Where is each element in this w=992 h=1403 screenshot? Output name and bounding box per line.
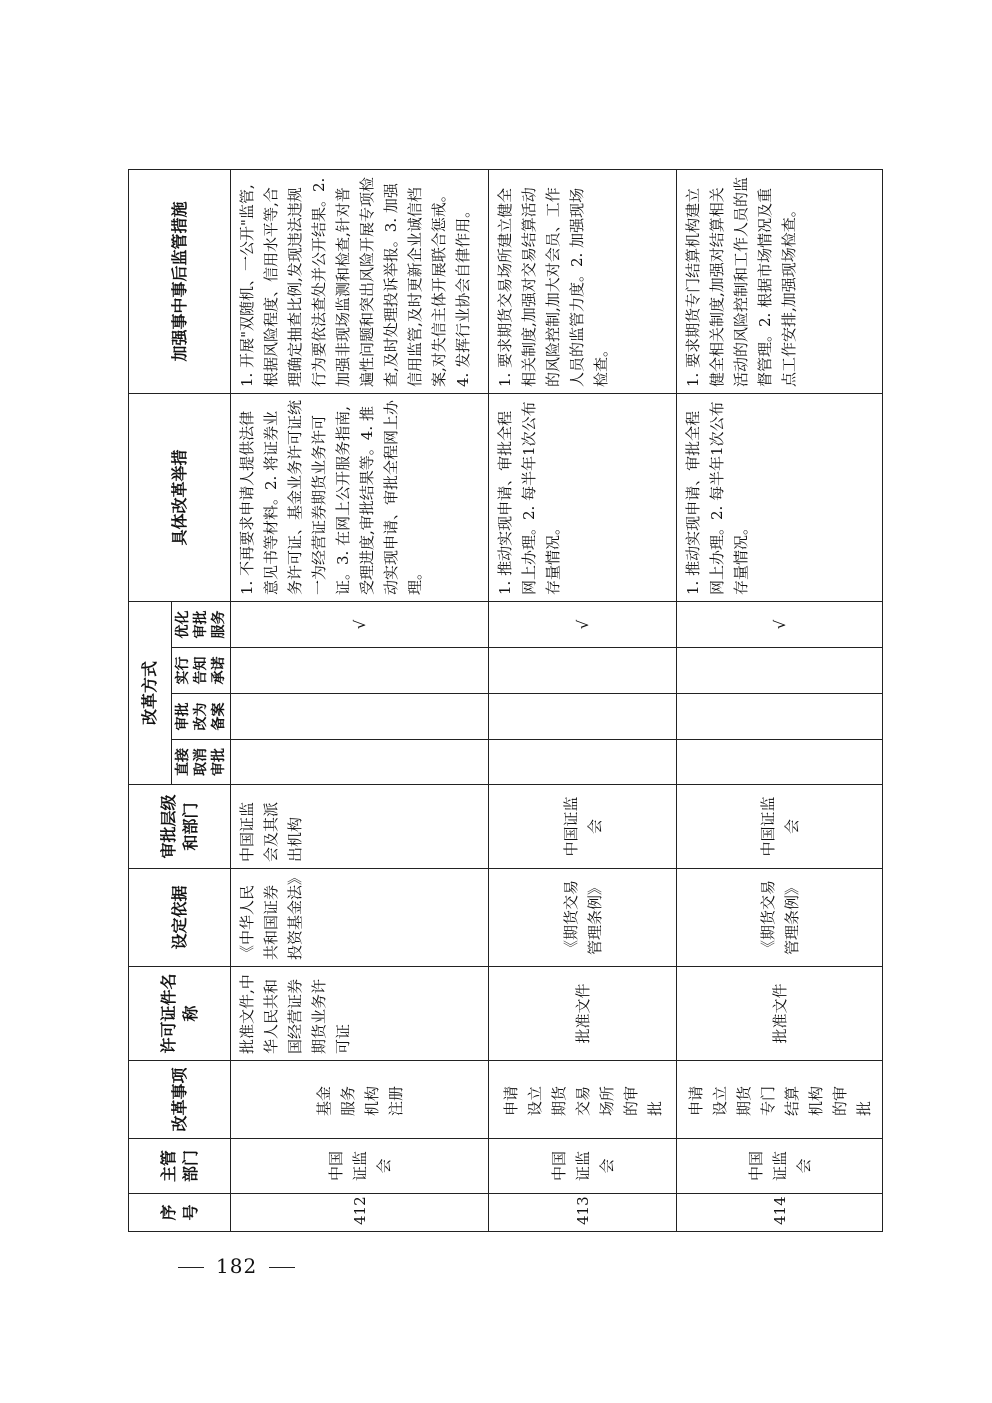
cell-method-optimize: √ (677, 601, 883, 647)
table-row (489, 169, 677, 1231)
cell-item: 申请设立期货交易场所的审批 (489, 1061, 677, 1139)
cell-item: 申请设立期货专门结算机构的审批 (677, 1061, 883, 1139)
rotated-table-wrapper (128, 170, 873, 1232)
header-license: 许可证件名称 (129, 967, 231, 1061)
header-supervision: 加强事中事后监管措施 (129, 169, 231, 393)
cell-level: 中国证监会 (677, 785, 883, 869)
cell-license: 批准文件 (677, 967, 883, 1061)
cell-method-filing (489, 694, 677, 740)
header-method-notify: 实行告知承诺 (172, 648, 231, 694)
cell-license: 批准文件,中华人民共和国经营证券期货业务许可证 (231, 967, 489, 1061)
cell-method-filing (231, 694, 489, 740)
cell-level: 中国证监会 (489, 785, 677, 869)
cell-supervision: 1. 要求期货专门结算机构建立健全相关制度,加强对结算相关活动的风险控制和工作人员的监督管理。2. 根据市场情况及重点工作安排,加强现场检查。 (677, 169, 883, 393)
cell-measures: 1. 不再要求申请人提供法律意见书等材料。2. 将证券业务许可证、基金业务许可证统一为经营证券期货业务许可证。3. 在网上公开服务指南,受理进度,审批结果等。4. 推动实现申请、审批全程网上办理。 (231, 393, 489, 601)
cell-seq: 412 (231, 1194, 489, 1232)
cell-measures: 1. 推动实现申请、审批全程网上办理。2. 每半年1次公布存量情况。 (489, 393, 677, 601)
table-row (677, 169, 883, 1231)
cell-method-optimize: √ (231, 601, 489, 647)
table-row (231, 169, 489, 1231)
cell-measures: 1. 推动实现申请、审批全程网上办理。2. 每半年1次公布存量情况。 (677, 393, 883, 601)
header-method-cancel: 直接取消审批 (172, 740, 231, 785)
header-item: 改革事项 (129, 1061, 231, 1139)
cell-method-cancel (677, 740, 883, 785)
page-dash-left (178, 1267, 204, 1268)
header-basis: 设定依据 (129, 869, 231, 967)
cell-dept: 中国证监会 (677, 1139, 883, 1194)
cell-method-notify (231, 648, 489, 694)
cell-method-notify (489, 648, 677, 694)
cell-basis: 《期货交易管理条例》 (677, 869, 883, 967)
page-number-text: 182 (216, 1254, 258, 1278)
cell-supervision: 1. 开展"双随机、一公开"监管,根据风险程度、信用水平等,合理确定抽查比例,发现违法违规行为要依法查处并公开结果。2. 加强非现场监测和检查,针对普遍性问题和突出风险开展专项检查,及时处理投诉举报。3. 加强信用监管,及时更新企业诚信档案,对失信主体开展联合惩戒。4. 发挥行业协会自律作用。 (231, 169, 489, 393)
cell-level: 中国证监会及其派出机构 (231, 785, 489, 869)
cell-seq: 414 (677, 1194, 883, 1232)
header-method-filing: 审批改为备案 (172, 694, 231, 740)
cell-method-optimize: √ (489, 601, 677, 647)
cell-method-filing (677, 694, 883, 740)
reform-table (128, 169, 883, 1232)
header-measures: 具体改革举措 (129, 393, 231, 601)
cell-method-cancel (489, 740, 677, 785)
cell-method-notify (677, 648, 883, 694)
cell-item: 基金服务机构注册 (231, 1061, 489, 1139)
cell-license: 批准文件 (489, 967, 677, 1061)
header-method-optimize: 优化审批服务 (172, 601, 231, 647)
page-dash-right (269, 1267, 295, 1268)
cell-dept: 中国证监会 (231, 1139, 489, 1194)
cell-basis: 《中华人民共和国证券投资基金法》 (231, 869, 489, 967)
cell-dept: 中国证监会 (489, 1139, 677, 1194)
cell-basis: 《期货交易管理条例》 (489, 869, 677, 967)
header-level: 审批层级和部门 (129, 785, 231, 869)
cell-supervision: 1. 要求期货交易场所建立健全相关制度,加强对交易结算活动的风险控制,加大对会员、工作人员的监管力度。2. 加强现场检查。 (489, 169, 677, 393)
page-number (166, 1254, 307, 1278)
header-seq: 序号 (129, 1194, 231, 1232)
header-dept: 主管部门 (129, 1139, 231, 1194)
cell-method-cancel (231, 740, 489, 785)
cell-seq: 413 (489, 1194, 677, 1232)
header-method-group: 改革方式 (129, 601, 172, 784)
